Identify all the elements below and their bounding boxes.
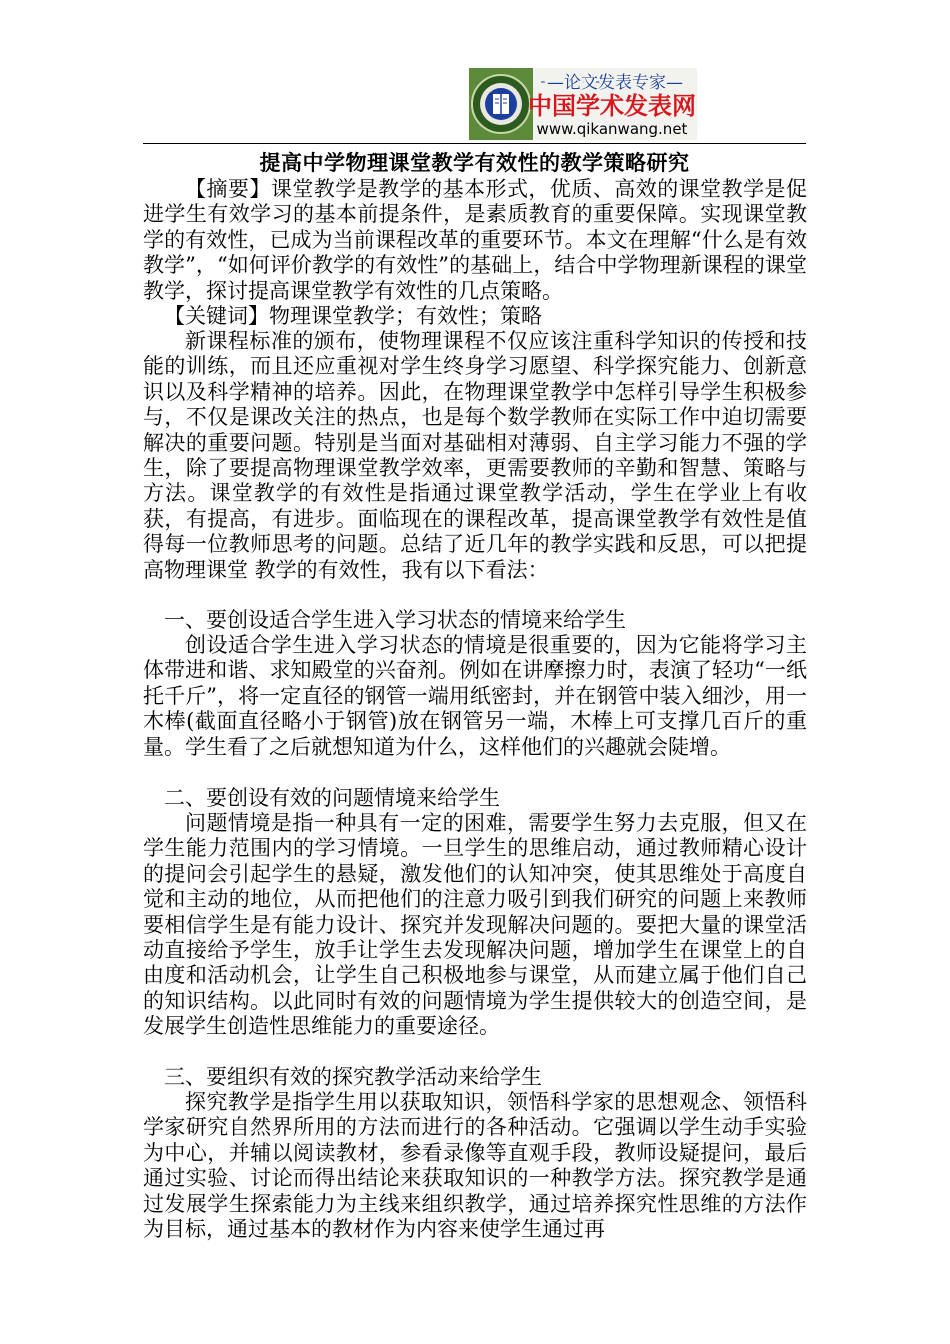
section-paragraph-3: 探究教学是指学生用以获取知识，领悟科学家的思想观念、领悟科学家研究自然界所用的方法而进行的各种活动。它强调以学生动手实验为中心，并辅以阅读教材，参看录像等直观手段，教师设疑提问，最后通过实验、讨论而得出结论来获取知识的一种教学方法。探究教学是通过发展学生探索能力为主线来组织教学，通过培养探究性思维的方法作为目标，通过基本的教材作为内容来使学生通过再: [143, 1090, 807, 1242]
document-title: 提高中学物理课堂教学有效性的教学策略研究: [259, 150, 690, 175]
section-heading-3: 三、要组织有效的探究教学活动来给学生: [164, 1065, 542, 1089]
site-logo: [469, 68, 697, 140]
abstract-paragraph: 【摘要】课堂教学是教学的基本形式，优质、高效的课堂教学是促进学生有效学习的基本前提条件，是素质教育的重要保障。实现课堂教学的有效性，已成为当前课程改革的重要环节。本文在理解“什么是有效教学”，“如何评价教学的有效性”的基础上，结合中学物理新课程的课堂教学，探讨提高课堂教学有效性的几点策略。: [143, 177, 807, 303]
section-heading-2: 二、要创设有效的问题情境来给学生: [164, 786, 500, 810]
logo-name: 中国学术发表网: [528, 92, 696, 120]
keywords-line: 【关键词】物理课堂教学；有效性；策略: [164, 304, 542, 328]
section-paragraph-2: 问题情境是指一种具有一定的困难，需要学生努力去克服，但又在学生能力范围内的学习情境。一旦学生的思维启动，通过教师精心设计的提问会引起学生的悬疑，激发他们的认知冲突，使其思维处于高度自觉和主动的地位，从而把他们的注意力吸引到我们研究的问题上来教师要相信学生是有能力设计、探究并发现解决问题的。要把大量的课堂活动直接给予学生，放手让学生去发现解决问题，增加学生在课堂上的自由度和活动机会，让学生自己积极地参与课堂，从而建立属于他们自己的知识结构。以此同时有效的问题情境为学生提供较大的创造空间，是发展学生创造性思维能力的重要途径。: [143, 811, 807, 1039]
logo-graphic: [469, 68, 697, 140]
logo-tagline: —论文发表专家—: [547, 73, 683, 93]
section-heading-1: 一、要创设适合学生进入学习状态的情境来给学生: [164, 608, 626, 632]
section-paragraph-1: 创设适合学生进入学习状态的情境是很重要的，因为它能将学习主体带进和谐、求知殿堂的兴奋剂。例如在讲摩擦力时，表演了轻功“一纸托千斤”，将一定直径的钢管一端用纸密封，并在钢管中装入细沙，用一木棒(截面直径略小于钢管)放在钢管另一端，木棒上可支撑几百斤的重量。学生看了之后就想知道为什么，这样他们的兴趣就会陡增。: [143, 633, 807, 759]
header-rule: [143, 143, 806, 144]
logo-url: www.qikanwang.net: [536, 120, 688, 138]
intro-paragraph: 新课程标准的颁布，使物理课程不仅应该注重科学知识的传授和技能的训练，而且还应重视对学生终身学习愿望、科学探究能力、创新意识以及科学精神的培养。因此，在物理课堂教学中怎样引导学生积极参与，不仅是课改关注的热点，也是每个数学教师在实际工作中迫切需要解决的重要问题。特别是当面对基础相对薄弱、自主学习能力不强的学生，除了要提高物理课堂教学效率，更需要教师的辛勤和智慧、策略与方法。课堂教学的有效性是指通过课堂教学活动，学生在学业上有收获，有提高，有进步。面临现在的课程改革，提高课堂教学有效性是值得每一位教师思考的问题。总结了近几年的教学实践和反思，可以把提高物理课堂 教学的有效性，我有以下看法：: [143, 329, 807, 582]
